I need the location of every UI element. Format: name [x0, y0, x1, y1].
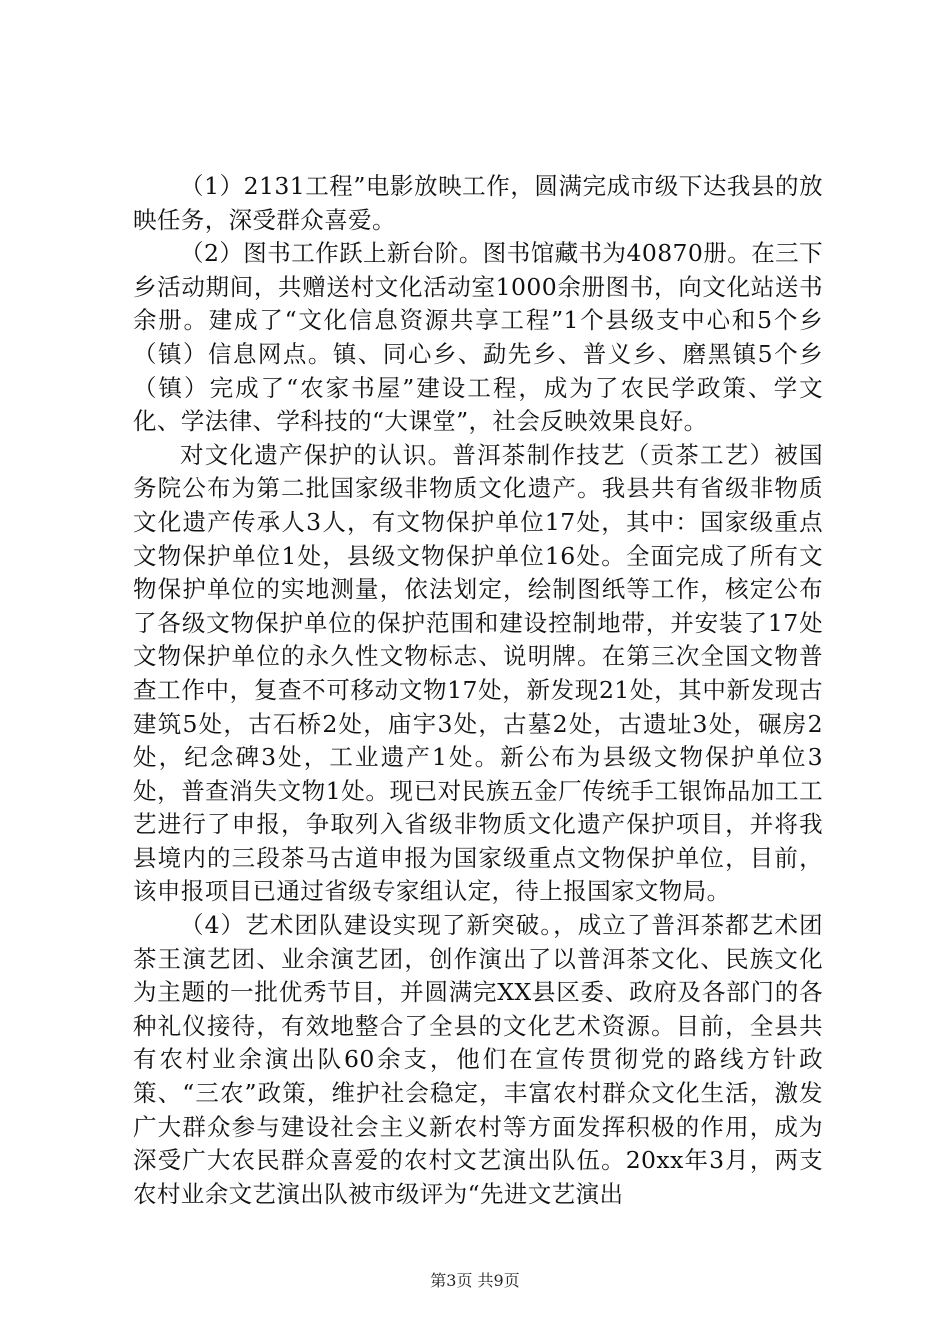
paragraph-heritage-protection: 对文化遗产保护的认识。普洱茶制作技艺（贡茶工艺）被国务院公布为第二批国家级非物质文化遗产。我县共有省级非物质文化遗产传承人3人，有文物保护单位17处，其中：国家级重点文物保护单位1处，县级文物保护单位16处。全面完成了所有文物保护单位的实地测量，依法划定，绘制图纸等工作，核定公布了各级文物保护单位的保护范围和建设控制地带，并安装了17处文物保护单位的永久性文物标志、说明牌。在第三次全国文物普查工作中，复查不可移动文物17处，新发现21处，其中新发现古建筑5处，古石桥2处，庙宇3处，古墓2处，古遗址3处，碾房2处，纪念碑3处，工业遗产1处。新公布为县级文物保护单位3处，普查消失文物1处。现已对民族五金厂传统手工银饰品加工工艺进行了申报，争取列入省级非物质文化遗产保护项目，并将我县境内的三段茶马古道申报为国家级重点文物保护单位，目前，该申报项目已通过省级专家组认定，待上报国家文物局。 [133, 440, 823, 906]
paragraph-library-work: （2）图书工作跃上新台阶。图书馆藏书为40870册。在三下乡活动期间，共赠送村文化活动室1000余册图书，向文化站送书余册。建成了“文化信息资源共享工程”1个县级支中心和5个乡（镇）信息网点。镇、同心乡、勐先乡、普义乡、磨黑镇5个乡（镇）完成了“农家书屋”建设工程，成为了农民学政策、学文化、学法律、学科技的“大课堂”，社会反映效果良好。 [133, 239, 823, 436]
page-footer: 第3页 共9页 [430, 1271, 520, 1290]
paragraph-film-screening: （1）2131工程”电影放映工作，圆满完成市级下达我县的放映任务，深受群众喜爱。 [133, 172, 823, 234]
paragraph-art-troupe: （4）艺术团队建设实现了新突破。，成立了普洱茶都艺术团茶王演艺团、业余演艺团，创作演出了以普洱茶文化、民族文化为主题的一批优秀节目，并圆满完XX县区委、政府及各部门的各种礼仪接待，有效地整合了全县的文化艺术资源。目前，全县共有农村业余演出队60余支，他们在宣传贯彻党的路线方针政策、“三农”政策，维护社会稳定，丰富农村群众文化生活，激发广大群众参与建设社会主义新农村等方面发挥积极的作用，成为深受广大农民群众喜爱的农村文艺演出队伍。20xx年3月，两支农村业余文艺演出队被市级评为“先进文艺演出 [133, 911, 823, 1208]
document-body [133, 170, 823, 1211]
